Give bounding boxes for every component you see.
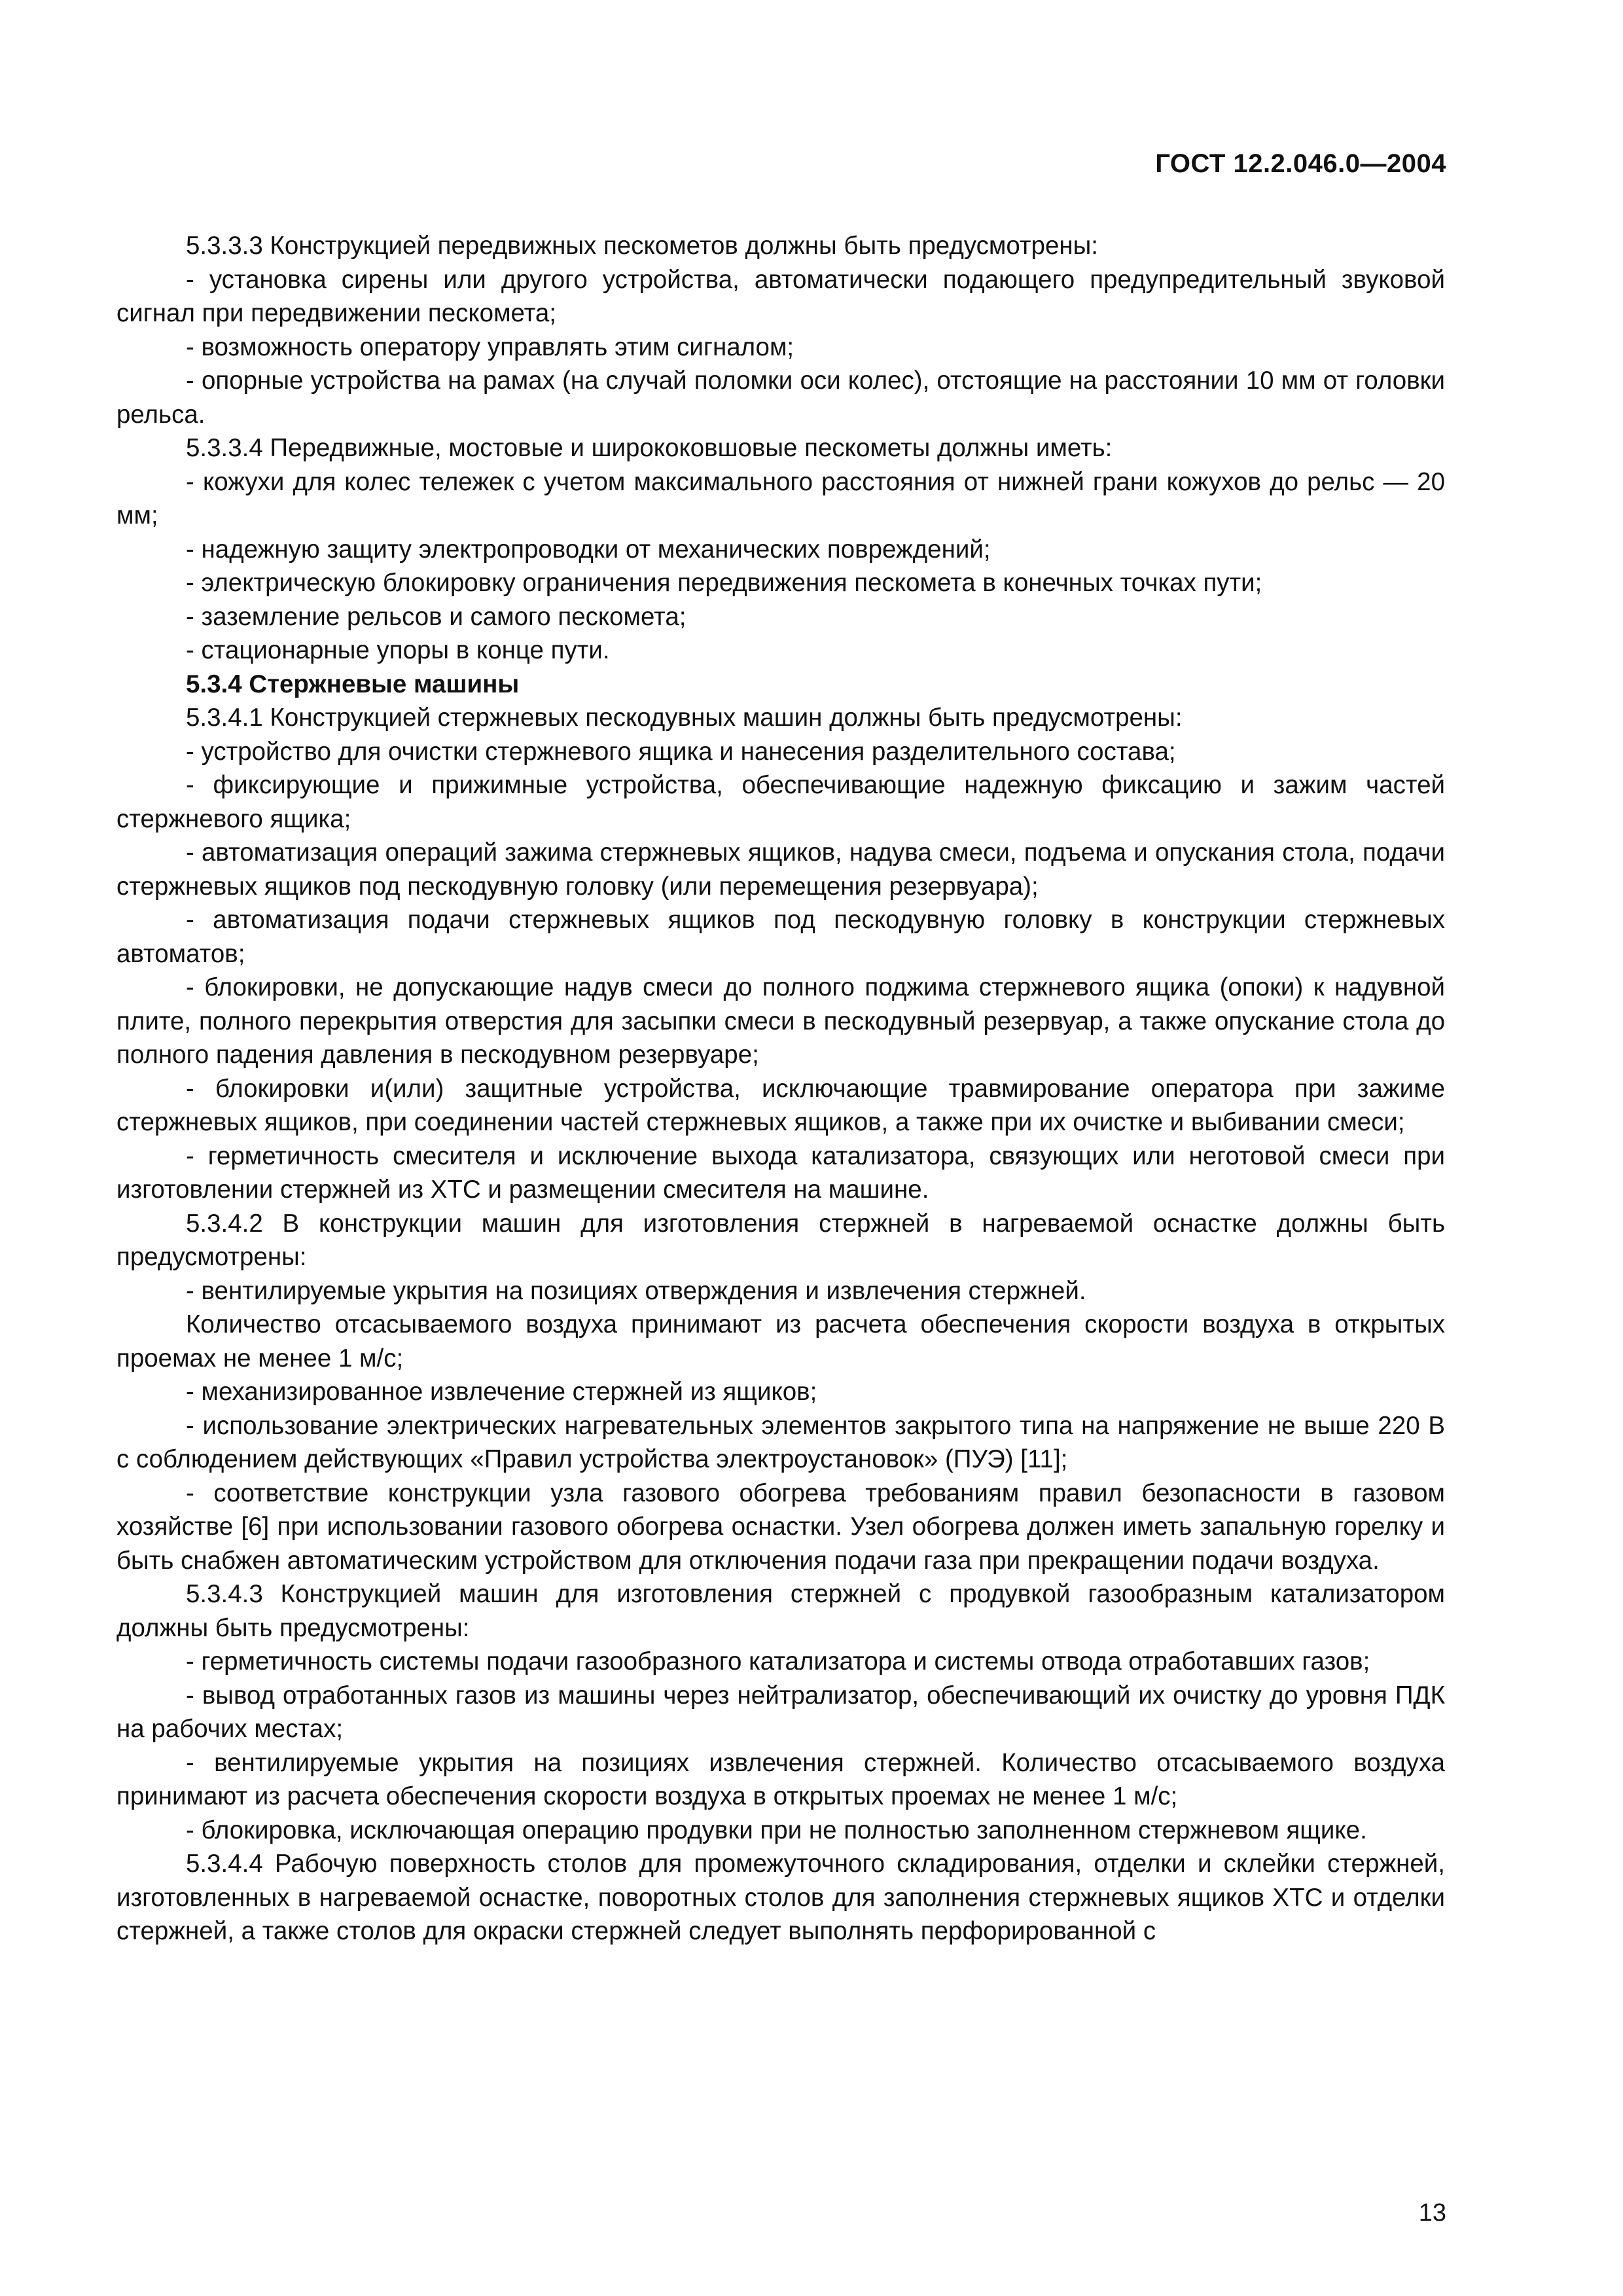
paragraph: - устройство для очистки стержневого ящика и нанесения разделительного состава; — [186, 737, 1176, 766]
standard-header: ГОСТ 12.2.046.0—2004 — [1155, 149, 1446, 178]
paragraph: - блокировка, исключающая операцию продувки при не полностью заполненном стержневом ящике. — [186, 1816, 1367, 1844]
paragraph: - надежную защиту электропроводки от механических повреждений; — [186, 535, 991, 564]
paragraph: - кожухи для колес тележек с учетом максимального расстояния от нижней грани кожухов до рельс — 20 мм; — [116, 467, 1445, 529]
paragraph: - вентилируемые укрытия на позициях отверждения и извлечения стержней. — [186, 1276, 1086, 1305]
paragraph: - автоматизация подачи стержневых ящиков под пескодувную головку в конструкции стержневых автоматов; — [116, 906, 1445, 968]
paragraph: - возможность оператору управлять этим сигналом; — [186, 332, 794, 361]
paragraph: - герметичность смесителя и исключение выхода катализатора, связующих или неготовой смеси при изготовлении стержней из ХТС и размещении смесителя на машине. — [116, 1141, 1445, 1204]
paragraph: - автоматизация операций зажима стержневых ящиков, надува смеси, подъема и опускания стола, подачи стержневых ящиков под пескодувную головку (или перемещения резервуара); — [116, 838, 1445, 901]
document-body — [116, 229, 1445, 1948]
paragraph: - блокировки и(или) защитные устройства, исключающие травмирование оператора при зажиме стержневых ящиков, при соединении частей стержневых ящиков, а также при их очистке и выбивании смеси; — [116, 1074, 1445, 1136]
paragraph: - электрическую блокировку ограничения передвижения пескомета в конечных точках пути; — [186, 569, 1262, 597]
paragraph: Количество отсасываемого воздуха принимают из расчета обеспечения скорости воздуха в открытых проемах не менее 1 м/с; — [116, 1310, 1445, 1372]
paragraph: - стационарные упоры в конце пути. — [186, 636, 610, 664]
paragraph: - вывод отработанных газов из машины через нейтрализатор, обеспечивающий их очистку до уровня ПДК на рабочих местах; — [116, 1681, 1445, 1743]
paragraph: - фиксирующие и прижимные устройства, обеспечивающие надежную фиксацию и зажим частей стержневого ящика; — [116, 771, 1445, 833]
section-heading: 5.3.4 Стержневые машины — [186, 670, 520, 698]
paragraph: - герметичность системы подачи газообразного катализатора и системы отвода отработавших газов; — [186, 1647, 1370, 1676]
paragraph: - использование электрических нагревательных элементов закрытого типа на напряжение не выше 220 В с соблюдением действующих «Правил устройства электроустановок» (ПУЭ) [11]; — [116, 1411, 1445, 1473]
paragraph: 5.3.4.2 В конструкции машин для изготовления стержней в нагреваемой оснастке должны быть предусмотрены: — [116, 1209, 1445, 1271]
paragraph: - вентилируемые укрытия на позициях извлечения стержней. Количество отсасываемого воздуха принимают из расчета обеспечения скорости воздуха в открытых проемах не менее 1 м/с; — [116, 1748, 1445, 1810]
paragraph: - механизированное извлечение стержней из ящиков; — [186, 1378, 817, 1406]
page-number: 13 — [1418, 2199, 1446, 2227]
paragraph: 5.3.4.1 Конструкцией стержневых пескодувных машин должны быть предусмотрены: — [186, 704, 1183, 732]
paragraph: - опорные устройства на рамах (на случай поломки оси колес), отстоящие на расстоянии 10 мм от головки рельса. — [116, 367, 1445, 429]
paragraph: 5.3.3.3 Конструкцией передвижных пескометов должны быть предусмотрены: — [186, 232, 1098, 260]
paragraph: - заземление рельсов и самого пескомета; — [186, 602, 687, 631]
paragraph: 5.3.3.4 Передвижные, мостовые и ширококовшовые пескометы должны иметь: — [186, 434, 1113, 462]
paragraph: - соответствие конструкции узла газового обогрева требованиям правил безопасности в газовом хозяйстве [6] при использовании газового обогрева оснастки. Узел обогрева должен иметь запальную горелку и быть снабжен автоматическим устройством для отключения подачи газа при прекращении подачи воздуха. — [116, 1479, 1445, 1575]
paragraph: 5.3.4.3 Конструкцией машин для изготовления стержней с продувкой газообразным катализатором должны быть предусмотрены: — [116, 1580, 1445, 1642]
paragraph: - блокировки, не допускающие надув смеси до полного поджима стержневого ящика (опоки) к надувной плите, полного перекрытия отверстия для засыпки смеси в пескодувный резервуар, а также опускание стола до полного падения давления в пескодувном резервуаре; — [116, 973, 1445, 1069]
paragraph: - установка сирены или другого устройства, автоматически подающего предупредительный звуковой сигнал при передвижении пескомета; — [116, 265, 1445, 327]
paragraph: 5.3.4.4 Рабочую поверхность столов для промежуточного складирования, отделки и склейки стержней, изготовленных в нагреваемой оснастке, поворотных столов для заполнения стержневых ящиков ХТС и отделки стержней, а также столов для окраски стержней следует выполнять перфорированной с — [116, 1850, 1445, 1945]
